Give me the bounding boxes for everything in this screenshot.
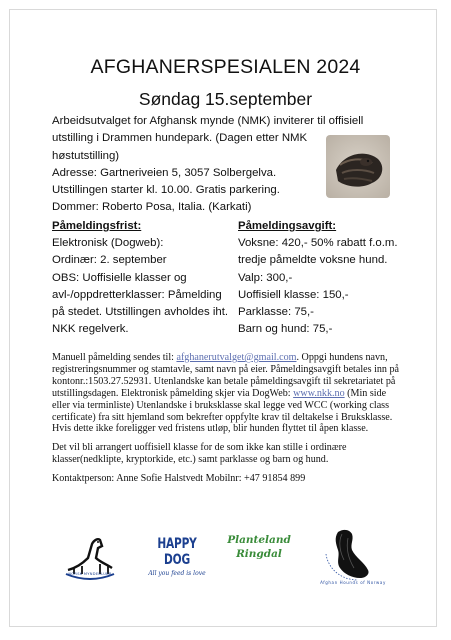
planteland-location: Ringdal <box>236 548 282 560</box>
deadline-heading: Påmeldingsfrist: <box>52 220 142 232</box>
fees-column <box>238 218 413 338</box>
nmk-logo-text: NORSK MYNDEKLUBB <box>68 572 112 576</box>
fees-heading: Påmeldingsavgift: <box>238 220 337 232</box>
deadline-note: OBS: Uoffisielle klasser og avl-/oppdretterklasser: Påmelding på stedet. Utstillingen avholdes iht. NKK regelverk. <box>52 271 229 336</box>
intro-address: Adresse: Gartneriveien 5, 3057 Solbergelva. <box>52 166 277 179</box>
fee-pair-class: Parklasse: 75,- <box>238 306 314 319</box>
intro-judge: Dommer: Roberto Posa, Italia. (Karkati) <box>52 201 252 214</box>
fee-puppy: Valp: 300,- <box>238 271 293 284</box>
contact-person: Kontaktperson: Anne Sofie Halstvedt Mobilnr: +47 91854 899 <box>52 473 306 485</box>
unofficial-class-paragraph: Det vil bli arrangert uoffisiell klasse for de som ikke kan stille i ordinære klasser(nedklipte, kryptorkide, etc.) samt parklasse og barn og hund. <box>52 442 347 466</box>
details-section <box>52 352 402 492</box>
intro-start: Utstillingen starter kl. 10.00. Gratis parkering. <box>52 184 280 197</box>
event-date: Søndag 15.september <box>138 89 313 109</box>
happy-dog-tagline: All you feed is love <box>148 570 206 577</box>
afghan-hounds-of-norway-logo <box>318 524 388 594</box>
working-class-info-text: (Min side eller via terminliste) Utenlandske i bruksklasse skal legge ved WCC (working class certificate) fra sitt hjemland som bekrefter oppfylte krav til deltakelse i Bruksklasse. Hvis dette ikke foreligger ved fristens utløp, blir hunden flyttet til åpen klasse. <box>52 387 393 435</box>
sponsor-logos <box>0 520 451 600</box>
fee-adults: Voksne: 420,- 50% rabatt f.o.m. tredje påmeldte voksne hund. <box>238 237 398 267</box>
nmk-logo <box>62 528 118 582</box>
fee-unofficial: Uoffisiell klasse: 150,- <box>238 288 349 301</box>
email-link[interactable]: afghanerutvalget@gmail.com <box>176 352 297 363</box>
registration-paragraph <box>52 352 402 435</box>
planteland-logo <box>226 534 292 578</box>
nkk-website-link[interactable]: www.nkk.no <box>293 387 345 399</box>
deadline-ordinary: Ordinær: 2. september <box>52 254 167 267</box>
deadline-electronic: Elektronisk (Dogweb): <box>52 237 164 250</box>
afghan-hounds-of-norway-text: Afghan Hounds of Norway <box>320 580 386 585</box>
page-title: AFGHANERSPESIALEN 2024 <box>90 56 361 78</box>
deadline-column <box>52 218 232 338</box>
registration-info-text: . Oppgi hundens navn, registreringsnummer og stamtavle, samt navn på eier. Påmeldingsavgift betales inn på kontonr.:1503.27.52931. Utenlandske kan betale påmeldingsavgift til sekretariatet på utstillingsdagen. Elektronisk påmelding skjer via DogWeb: <box>52 352 400 399</box>
afghan-hound-photo <box>326 135 390 198</box>
fee-child-and-dog: Barn og hund: 75,- <box>238 323 333 336</box>
happy-dog-logo <box>146 534 208 577</box>
manual-registration-text: Manuell påmelding sendes til: <box>52 352 177 363</box>
intro-invitation: Arbeidsutvalget for Afghansk mynde (NMK) inviterer til offisiell utstilling i Drammen hundepark. (Dagen etter NMK høstutstilling) <box>52 115 364 162</box>
happy-dog-brand: HAPPY DOG <box>157 535 197 569</box>
planteland-name: Planteland <box>227 534 291 546</box>
